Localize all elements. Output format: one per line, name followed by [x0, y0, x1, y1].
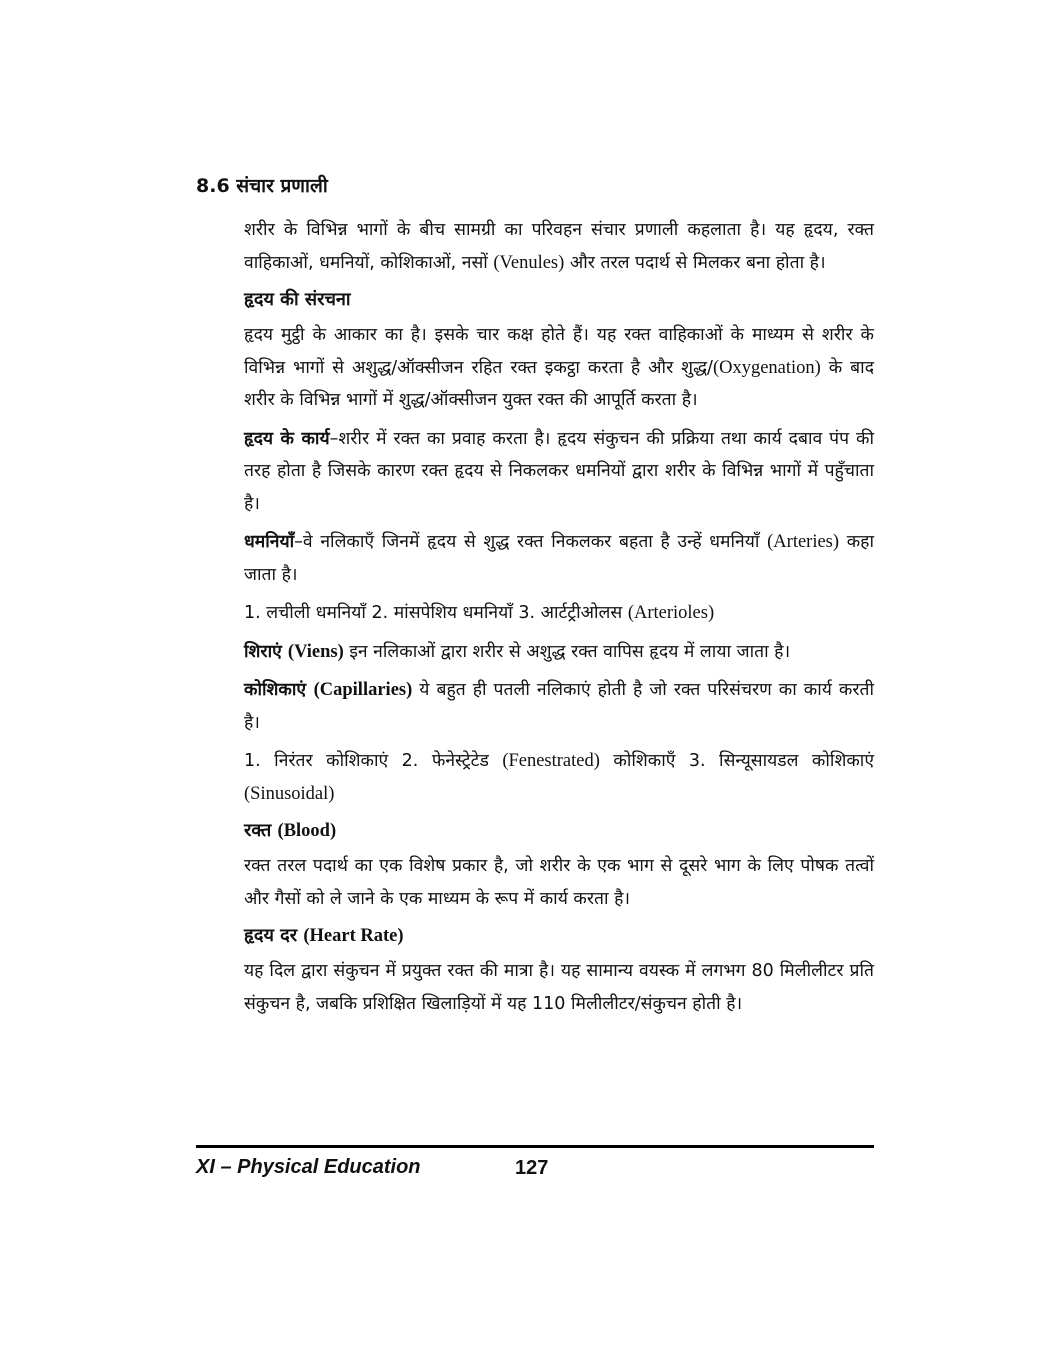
capillaries-list-term2: (Sinusoidal) — [244, 783, 335, 804]
capillaries-list-term: (Fenestrated) — [502, 751, 600, 771]
heart-rate-heading-term: (Heart Rate) — [303, 926, 404, 946]
arteries-list-text: 1. लचीली धमनियाँ 2. मांसपेशिय धमनियाँ 3. आर्टट्रीओलस — [244, 603, 628, 623]
capillaries-list-text-middle: कोशिकाएँ 3. सिन्यूसायडल कोशिकाएं — [599, 751, 874, 771]
heart-structure-term: (Oxygenation) — [712, 357, 821, 378]
footer-book-title: XI – Physical Education — [196, 1156, 421, 1178]
heart-structure-text-after: के बाद शरीर के विभिन्न भागों में शुद्ध/ऑक्सीजन युक्त रक्त की आपूर्ति करता है। — [244, 357, 874, 410]
heart-rate-heading-text: हृदय दर — [244, 925, 304, 946]
capillaries-text: ये बहुत ही पतली नलिकाएं होती है जो रक्त परिसंचरण का कार्य करती है। — [244, 680, 875, 733]
blood-paragraph: रक्त तरल पदार्थ का एक विशेष प्रकार है, जो शरीर के एक भाग से दूसरे भाग के लिए पोषक तत्वों और गैसों को ले जाने के एक माध्यम के रूप में कार्य करता है। — [244, 856, 874, 909]
heart-structure-heading: हृदय की संरचना — [244, 289, 351, 310]
veins-paragraph — [244, 636, 874, 669]
arteries-list-term: (Arterioles) — [627, 603, 715, 623]
heart-function-paragraph — [244, 423, 874, 521]
heart-rate-paragraph: यह दिल द्वारा संकुचन में प्रयुक्त रक्त की मात्रा है। यह सामान्य वयस्क में लगभग 80 मिलीलीटर प्रति संकुचन है, जबकि प्रशिक्षित खिलाड़ियों में यह 110 मिलीलीटर/संकुचन होती है। — [244, 961, 874, 1014]
veins-text: इन नलिकाओं द्वारा शरीर से अशुद्ध रक्त वापिस हृदय में लाया जाता है। — [343, 641, 791, 662]
heart-structure-text-before: हृदय मुट्ठी के आकार का है। इसके चार कक्ष होते हैं। यह रक्त वाहिकाओं के माध्यम से शरीर के विभिन्न भागों से अशुद्ध/ऑक्सीजन रहित रक्त इकट्ठा करता है और शुद्ध/ — [244, 325, 874, 378]
arteries-paragraph — [244, 526, 874, 591]
footer-page-number: 127 — [515, 1157, 549, 1179]
blood-heading-text: रक्त — [244, 820, 278, 841]
capillaries-paragraph — [244, 674, 874, 739]
section-title: 8.6 संचार प्रणाली — [196, 175, 328, 197]
intro-term: (Venules) — [493, 252, 565, 273]
footer-divider — [196, 1145, 874, 1148]
capillaries-label: कोशिकाएं — [244, 680, 314, 700]
heart-function-label: हृदय के कार्य — [244, 428, 330, 449]
veins-label-term: (Viens) — [287, 641, 344, 662]
intro-text-after: और तरल पदार्थ से मिलकर बना होता है। — [564, 252, 826, 273]
heart-function-text: –शरीर में रक्त का प्रवाह करता है। हृदय संकुचन की प्रक्रिया तथा कार्य दबाव पंप की तरह होता है जिसके कारण रक्त हृदय से निकलकर धमनियों द्वारा शरीर के विभिन्न भागों में पहुँचाता है। — [244, 428, 874, 514]
heart-rate-heading — [244, 921, 874, 951]
content-body — [244, 214, 874, 1026]
arteries-label: धमनियाँ — [244, 532, 295, 552]
capillaries-label-term: (Capillaries) — [313, 680, 413, 700]
arteries-term: (Arteries) — [767, 532, 840, 552]
capillaries-list-text-before: 1. निरंतर कोशिकाएं 2. फेनेस्ट्रेटेड — [244, 751, 503, 771]
capillaries-list — [244, 745, 874, 810]
intro-text-before: शरीर के विभिन्न भागों के बीच सामग्री का परिवहन संचार प्रणाली कहलाता है। यह हृदय, रक्त वाहिकाओं, धमनियों, कोशिकाओं, नसों — [244, 220, 874, 273]
blood-heading-term: (Blood) — [277, 821, 337, 841]
intro-paragraph — [244, 214, 874, 279]
arteries-list — [244, 597, 874, 630]
heart-structure-paragraph — [244, 319, 874, 417]
arteries-text-before: –वे नलिकाएँ जिनमें हृदय से शुद्ध रक्त निकलकर बहता है उन्हें धमनियाँ — [294, 532, 768, 552]
blood-heading — [244, 816, 874, 846]
veins-label: शिराएं — [244, 641, 288, 662]
arteries-text-after: कहा जाता है। — [244, 532, 874, 585]
